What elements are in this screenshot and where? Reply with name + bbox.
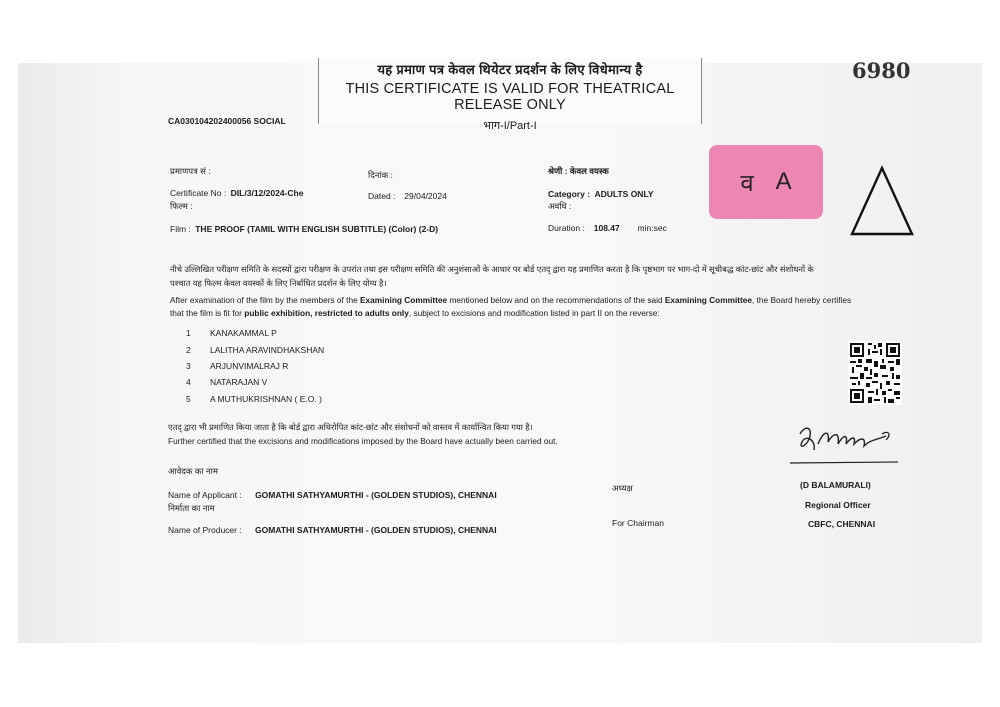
rating-english: A [775, 168, 792, 195]
member-name: A MUTHUKRISHNAN ( E.O. ) [210, 394, 322, 404]
text-run: that the film is fit for [170, 308, 242, 318]
rating-badge [709, 145, 823, 219]
producer-value: GOMATHI SATHYAMURTHI - (GOLDEN STUDIOS), CHENNAI [255, 525, 497, 535]
further-hindi: एतद् द्वारा भी प्रमाणित किया जाता है कि बोर्ड द्वारा अधिरोपित कांट-छांट और संशोधनों को वास्तव में कार्यान्वित किया गया है। [168, 422, 533, 432]
paragraph-hindi-line-2: पश्चात यह फिल्म केवल वयस्कों के लिए निर्बाधित प्रदर्शन के लिए योग्य है। [170, 278, 387, 288]
applicant-value: GOMATHI SATHYAMURTHI - (GOLDEN STUDIOS), CHENNAI [255, 490, 497, 500]
text-run: mentioned below and on the recommendations of the said [449, 295, 663, 305]
officer-office: CBFC, CHENNAI [808, 519, 876, 529]
duration-row [548, 218, 667, 236]
date-value: 29/04/2024 [404, 191, 447, 201]
triangle-icon [848, 162, 916, 238]
category-value: ADULTS ONLY [594, 189, 654, 199]
producer-label: Name of Producer : [168, 525, 242, 535]
text-run-bold: Examining Committee [664, 295, 753, 305]
text-run: After examination of the film by the members of the [170, 295, 358, 305]
paragraph-english-line-2 [170, 307, 660, 319]
rating-hindi: व [740, 169, 754, 197]
duration-unit: min:sec [637, 223, 667, 233]
film-hindi: फिल्म : [170, 201, 193, 211]
text-run: , subject to excisions and modification listed in part II on the reverse: [408, 308, 660, 318]
qr-code-icon [848, 341, 902, 405]
member-number: 4 [186, 377, 191, 387]
film-title: THE PROOF (TAMIL WITH ENGLISH SUBTITLE) (Color) (2-D) [195, 224, 439, 234]
text-run-bold: public exhibition, restricted to adults only [244, 308, 409, 318]
duration-hindi: अवधि : [548, 201, 572, 211]
member-number: 3 [186, 361, 191, 371]
member-number: 1 [186, 328, 191, 338]
applicant-hindi: आवेदक का नाम [168, 466, 218, 476]
reference-code: CA030104202400056 SOCIAL [168, 116, 286, 126]
member-name: KANAKAMMAL P [210, 328, 277, 338]
cert-no-row [170, 183, 303, 201]
banner-part-label: भाग-I/Part-I [483, 120, 537, 132]
member-name: ARJUNVIMALRAJ R [210, 361, 289, 371]
applicant-row [168, 485, 497, 503]
further-english: Further certified that the excisions and modifications imposed by the Board have actually been carried out. [168, 436, 558, 446]
cert-no-value: DIL/3/12/2024-Che [230, 188, 304, 198]
paragraph-english-line-1 [170, 294, 851, 306]
applicant-label: Name of Applicant : [168, 490, 242, 500]
signature-icon [790, 420, 900, 466]
duration-value: 108.47 [593, 223, 620, 233]
banner-english-line: THIS CERTIFICATE IS VALID FOR THEATRICAL RELEASE ONLY [345, 81, 675, 113]
text-run: , the Board hereby certifies [752, 295, 852, 305]
date-label: Dated : [368, 191, 396, 201]
duration-label: Duration : [548, 223, 585, 233]
cert-no-label: Certificate No : [170, 188, 227, 198]
serial-number: 6980 [852, 58, 911, 83]
category-row [548, 184, 654, 202]
member-name: NATARAJAN V [210, 377, 268, 387]
date-row [368, 186, 447, 204]
category-hindi: श्रेणी : केवल वयस्क [548, 166, 609, 176]
chairman-hindi: अध्यक्ष [612, 483, 633, 493]
text-run-bold: Examining Committee [360, 295, 448, 305]
paragraph-hindi-line-1: नीचे उल्लिखित परीक्षण समिति के सदस्यों द्वारा परीक्षण के उपरांत तथा इस परीक्षण समिति की अनुशंसाओं के आधार पर बोर्ड एतद् द्वारा यह प्रमाणित करता है कि पृष्ठभाग पर भाग-दो में सूचीबद्ध कांट-छांट और संशोधनों के [170, 264, 814, 274]
member-number: 2 [186, 345, 191, 355]
cert-no-hindi: प्रमाणपत्र सं : [170, 166, 211, 176]
film-label: Film : [170, 224, 191, 234]
category-label: Category : [548, 189, 591, 199]
film-row [170, 219, 438, 237]
member-name: LALITHA ARAVINDHAKSHAN [210, 345, 325, 355]
validity-banner [318, 58, 702, 132]
officer-title: Regional Officer [805, 500, 871, 510]
producer-hindi: निर्माता का नाम [168, 503, 215, 513]
officer-name: (D BALAMURALI) [800, 480, 871, 490]
producer-row [168, 520, 497, 538]
certificate-paper [18, 63, 982, 643]
member-number: 5 [186, 394, 191, 404]
date-hindi: दिनांक : [368, 170, 393, 180]
banner-hindi-line: यह प्रमाण पत्र केवल थियेटर प्रदर्शन के लिए विधेमान्य है [377, 62, 643, 77]
chairman-label: For Chairman [612, 518, 664, 528]
